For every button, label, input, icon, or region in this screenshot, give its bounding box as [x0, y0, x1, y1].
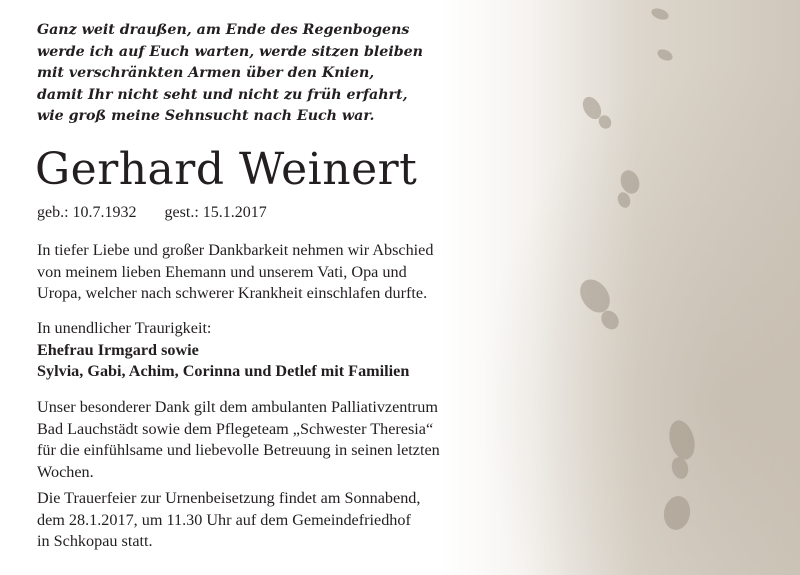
text-line: Unser besonderer Dank gilt dem ambulanten Palliativzentrum — [37, 398, 438, 416]
deceased-name: Gerhard Weinert — [35, 144, 418, 195]
farewell-text — [37, 240, 433, 305]
mourner-line: Ehefrau Irmgard sowie — [37, 340, 199, 359]
text-line: Bad Lauchstädt sowie dem Pflegeteam „Schwester Theresia“ — [37, 419, 434, 438]
text-line: für die einfühlsame und liebevolle Betreuung in seinen letzten — [37, 441, 440, 460]
memorial-poem — [37, 20, 423, 128]
birth-date: geb.: 10.7.1932 — [37, 204, 137, 221]
text-line: Uropa, welcher nach schwerer Krankheit einschlafen durfte. — [37, 284, 428, 303]
thanks-text — [37, 397, 440, 483]
poem-line: mit verschränkten Armen über den Knien, — [37, 65, 375, 82]
poem-line: wie groß meine Sehnsucht nach Euch war. — [37, 108, 375, 125]
text-line: von meinem lieben Ehemann und unserem Vati, Opa und — [37, 262, 407, 281]
poem-line: damit Ihr nicht seht und nicht zu früh erfahrt, — [37, 86, 408, 103]
text-line: Wochen. — [37, 462, 94, 481]
mourners-intro: In unendlicher Traurigkeit: — [37, 319, 212, 337]
poem-line: Ganz weit draußen, am Ende des Regenbogens — [37, 22, 410, 38]
life-dates — [37, 203, 267, 223]
text-line: Die Trauerfeier zur Urnenbeisetzung findet am Sonnabend, — [37, 489, 421, 507]
text-line: dem 28.1.2017, um 11.30 Uhr auf dem Gemeindefriedhof — [37, 510, 411, 529]
death-date: gest.: 15.1.2017 — [164, 204, 267, 221]
mourners-list — [37, 318, 409, 383]
text-line: In tiefer Liebe und großer Dankbarkeit nehmen wir Abschied — [37, 241, 434, 259]
funeral-info — [37, 488, 420, 553]
mourner-line: Sylvia, Gabi, Achim, Corinna und Detlef mit Familien — [37, 362, 410, 381]
poem-line: werde ich auf Euch warten, werde sitzen bleiben — [37, 43, 423, 60]
text-line: in Schkopau statt. — [37, 532, 153, 551]
